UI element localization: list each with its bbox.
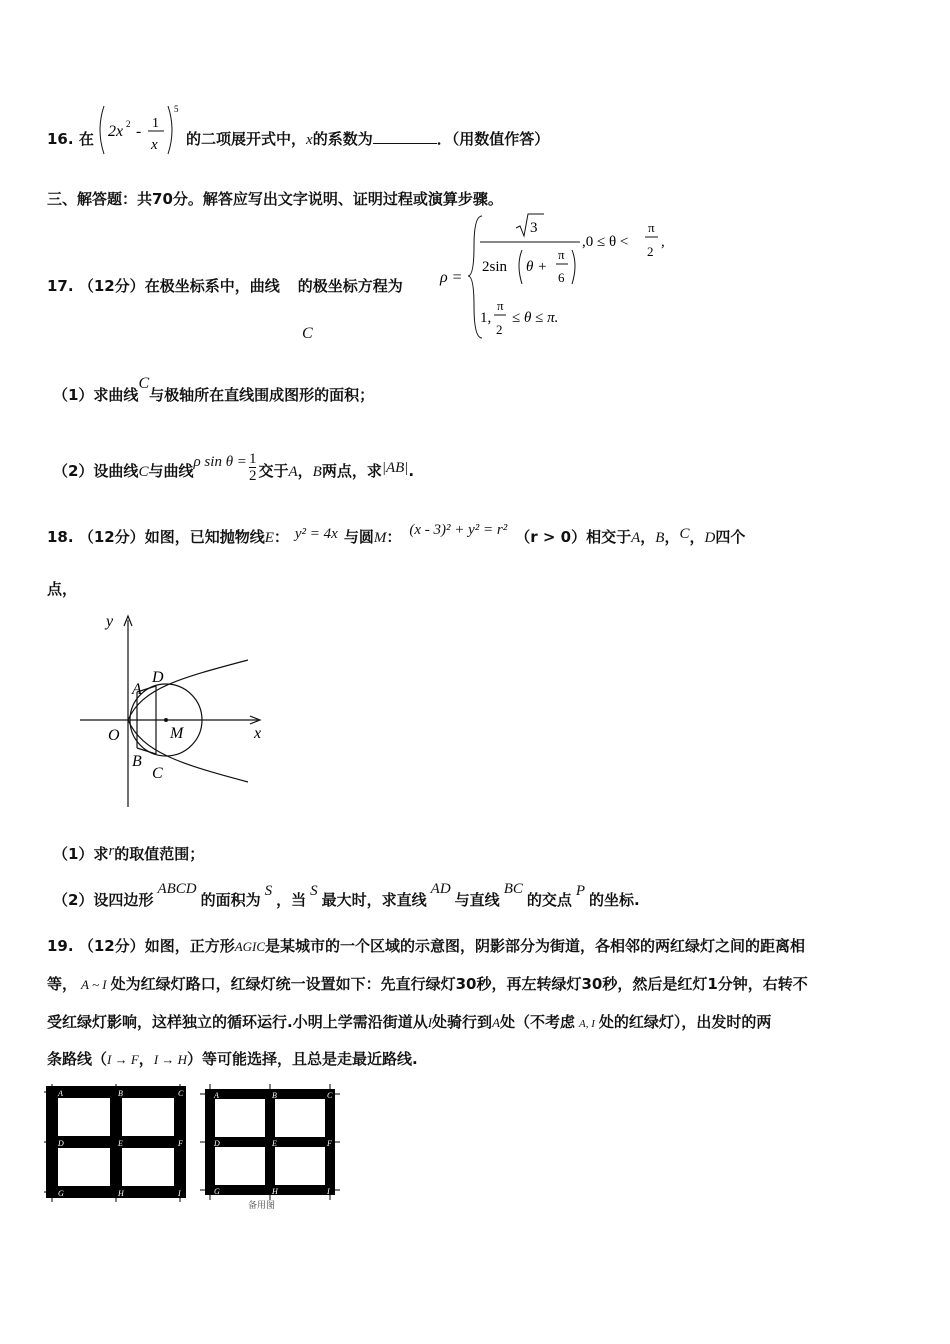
q19-line4: 条路线（I → F，I → H）等可能选择，且总是走最近路线. [47, 1050, 418, 1068]
center-M-dot [164, 718, 168, 722]
grid2-label-H: H [272, 1187, 278, 1196]
grid2-label-B: B [272, 1091, 277, 1100]
q17-den-2sin: 2sin [482, 259, 508, 275]
grid2-label-D: D [214, 1139, 220, 1148]
grid2-label-C: C [327, 1091, 333, 1100]
label-M: M [170, 725, 184, 742]
q16-binomial-expression [96, 104, 186, 160]
q16-pow: 5 [174, 104, 179, 114]
grid1-label-E: E [118, 1139, 123, 1148]
grid1-label-D: D [58, 1139, 64, 1148]
q18-part2: （2）设四边形ABCD的面积为 S ，当 S 最大时，求直线AD与直线BC的交点 P 的坐标. [53, 881, 640, 909]
q18-line2: 点， [47, 580, 78, 598]
q16-one: 1 [152, 116, 159, 131]
grid1-label-C: C [178, 1089, 184, 1098]
q17-part2: （2）设曲线C与曲线ρ sin θ = $\frac{1}{2}$ 交于A，B两点，求|AB|. [53, 451, 415, 484]
q17-case2-tail: ≤ θ ≤ π. [512, 310, 559, 326]
grid1-label-H: H [118, 1189, 124, 1198]
q17-part1: （1）求曲线C与极轴所在直线围成图形的面积； [53, 375, 375, 404]
label-D: D [152, 669, 164, 686]
q19-line2: 等， A ~ I 处为红绿灯路口，红绿灯统一设置如下：先直行绿灯30秒，再左转绿灯30秒，然后是红灯1分钟，右转不 [47, 975, 808, 993]
q17-pi-a: π [648, 220, 655, 235]
q18-figure [80, 612, 280, 817]
q17-sqrt3: 3 [530, 220, 538, 236]
grid2-label-E: E [272, 1139, 277, 1148]
city-grid-1 [44, 1084, 186, 1202]
q16-line: 16. 在 [47, 130, 94, 148]
grid1-label-I: I [178, 1189, 181, 1198]
q17-den-pi: π [558, 247, 565, 262]
label-y: y [106, 613, 114, 630]
answer-blank [373, 131, 437, 144]
q16-tail: 的二项展开式中，x的系数为 ．（用数值作答） [186, 130, 550, 148]
q16-coef: 2x [108, 123, 124, 140]
grid2-label-G: G [214, 1187, 220, 1196]
grid1-label-B: B [118, 1089, 123, 1098]
q17-pi-b: π [497, 298, 504, 313]
grid2-label-F: F [327, 1139, 332, 1148]
q17-den-theta: θ + [526, 259, 548, 275]
q18-line: 18. （12分）如图，已知抛物线E： y² = 4x 与圆M： (x - 3)² + y² = r² （r > 0）相交于A，B，C，D四个 [47, 522, 746, 546]
q16-minus: - [136, 123, 142, 140]
q17-two-b: 2 [496, 322, 503, 337]
q17-den-six: 6 [558, 270, 565, 285]
grid2-label-A: A [214, 1091, 219, 1100]
grid1-label-A: A [58, 1089, 63, 1098]
parabola-curve [128, 660, 248, 782]
q19-backup-grid-figure [200, 1084, 342, 1210]
label-A: A [132, 681, 142, 698]
label-C: C [152, 765, 163, 782]
q19-line1: 19. （12分）如图，正方形AGIC是某城市的一个区域的示意图，阴影部分为街道，各相邻的两红绿灯之间的距离相 [47, 937, 806, 955]
q16-sq: 2 [126, 119, 131, 129]
section-heading: 三、解答题：共70分。解答应写出文字说明、证明过程或演算步骤。 [47, 190, 503, 208]
q17-comma: , [661, 234, 665, 250]
label-x: x [254, 725, 262, 742]
label-B: B [132, 753, 142, 770]
q17-curve-c: C [302, 325, 313, 342]
grid1-label-F: F [178, 1139, 183, 1148]
q17-range1: ,0 ≤ θ < [582, 234, 629, 250]
q16-x: x [151, 137, 158, 153]
q19-line3: 受红绿灯影响，这样独立的循环运行.小明上学需沿街道从I处骑行到A处（不考虑 A, I 处的红绿灯），出发时的两 [47, 1013, 772, 1031]
q17-line: 17. （12分）在极坐标系中，曲线 的极坐标方程为 [47, 277, 403, 295]
q18-part1: （1）求r的取值范围； [53, 843, 205, 863]
grid2-label-I: I [327, 1187, 330, 1196]
q17-case2-pre: 1, [480, 310, 492, 326]
grid1-label-G: G [58, 1189, 64, 1198]
grid2-caption: 备用图 [248, 1200, 276, 1210]
city-grid-2 [200, 1084, 340, 1210]
q17-two-a: 2 [647, 244, 654, 259]
q19-city-grid-figure [44, 1084, 186, 1204]
label-O: O [108, 727, 120, 744]
q17-piecewise-equation [440, 206, 680, 346]
q17-rho-eq: ρ = [440, 269, 463, 286]
